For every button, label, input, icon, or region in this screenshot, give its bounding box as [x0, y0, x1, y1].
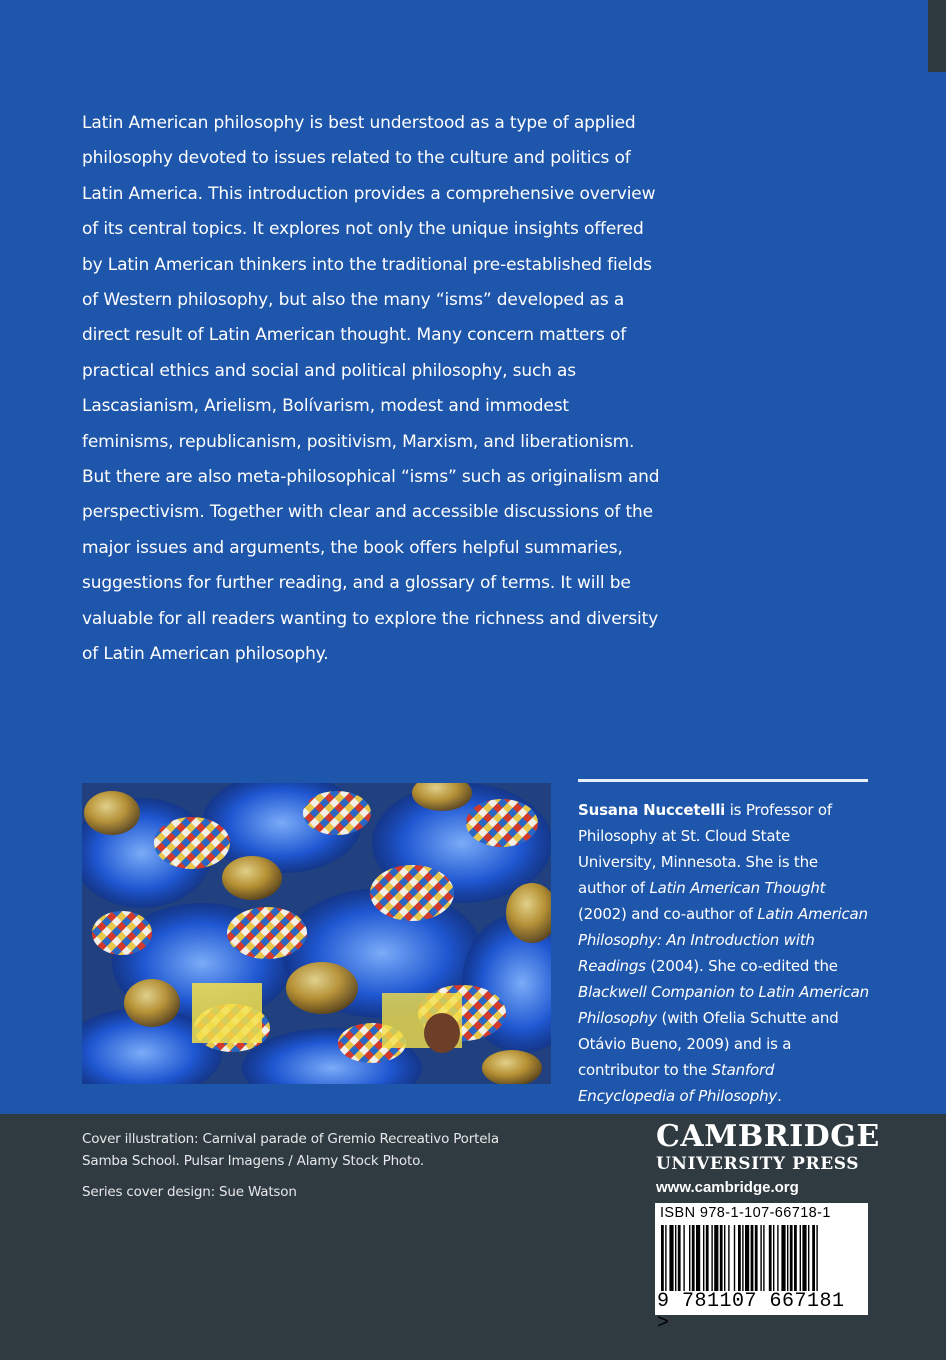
barcode-bar	[794, 1225, 797, 1291]
barcode-bar	[675, 1225, 676, 1291]
edge-tab	[928, 0, 946, 72]
barcode-bar	[787, 1225, 788, 1291]
barcode-bar	[689, 1225, 690, 1291]
author-name: Susana Nuccetelli	[578, 801, 726, 819]
publisher-subtitle: UNIVERSITY PRESS	[656, 1154, 860, 1174]
back-cover-blurb: Latin American philosophy is best understood as a type of applied philosophy devoted to issues related to the culture and politics of Latin America. This introduction provides a comprehensive overview of its central topics. It explores not only the unique insights offered by Latin American thinkers into the traditional pre-established fields of Western philosophy, but also the many “isms” developed as a direct result of Latin American thought. Many concern matters of practical ethics and social and political philosophy, such as Lascasianism, Arielism, Bolívarism, modest and immodest feminisms, republicanism, positivism, Marxism, and liberationism. But there are also meta-philosophical “isms” such as originalism and perspectivism. Together with clear and accessible discussions of the major issues and arguments, the book offers helpful summaries, suggestions for further reading, and a glossary of terms. It will be valuable for all readers wanting to explore the richness and diversity of Latin American philosophy.	[82, 113, 660, 665]
barcode-digits: 9 781107 667181 >	[657, 1290, 845, 1335]
isbn-number: ISBN 978-1-107-66718-1	[660, 1205, 831, 1221]
barcode-bar	[734, 1225, 735, 1291]
book-title: Latin American Thought	[649, 879, 826, 897]
barcode-bar	[703, 1225, 704, 1291]
cover-credit-line: Cover illustration: Carnival parade of Gremio Recreativo Portela	[82, 1131, 499, 1147]
barcode-bar	[669, 1225, 673, 1291]
barcode-bar	[808, 1225, 809, 1291]
barcode-bar	[661, 1225, 664, 1291]
barcode-bar	[760, 1225, 761, 1291]
cover-credit-line: Samba School. Pulsar Imagens / Alamy Stock Photo.	[82, 1153, 424, 1169]
barcode-bar	[738, 1225, 741, 1291]
publisher-logo	[656, 1119, 880, 1199]
barcode-bar	[696, 1225, 700, 1291]
barcode-bar	[816, 1225, 817, 1291]
barcode-bar	[711, 1225, 712, 1291]
barcode-bar	[763, 1225, 764, 1291]
barcode-bar	[720, 1225, 723, 1291]
barcode-bar	[751, 1225, 754, 1291]
cover-illustration-photo	[82, 783, 551, 1084]
author-bio: Susana Nuccetelli is Professor of Philosophy at St. Cloud State University, Minnesota. She is the author of Latin American Thought (2002) and co-author of Latin American Philosophy: An Introduction with Readings (2004). She co-edited the Blackwell Companion to Latin American Philosophy (with Ofelia Schutte and Otávio Bueno, 2009) and is a contributor to the Stanford Encyclopedia of Philosophy.	[578, 801, 869, 1105]
bio-divider	[578, 779, 868, 782]
barcode-bar	[812, 1225, 815, 1291]
barcode-bars	[661, 1225, 861, 1291]
publisher-url: www.cambridge.org	[656, 1179, 799, 1196]
barcode-bar	[800, 1225, 801, 1291]
barcode-bar	[781, 1225, 785, 1291]
barcode-bar	[802, 1225, 806, 1291]
book-title: Blackwell Companion to Latin American Philosophy	[578, 983, 869, 1027]
barcode-bar	[769, 1225, 772, 1291]
barcode-bar	[714, 1225, 718, 1291]
barcode-bar	[706, 1225, 709, 1291]
barcode-bar	[678, 1225, 681, 1291]
barcode-bar	[665, 1225, 666, 1291]
design-credit-line: Series cover design: Sue Watson	[82, 1184, 297, 1200]
publisher-name: CAMBRIDGE	[656, 1119, 880, 1154]
barcode-bar	[728, 1225, 729, 1291]
barcode-bar	[745, 1225, 749, 1291]
barcode-bar	[790, 1225, 793, 1291]
barcode-bar	[742, 1225, 743, 1291]
book-title: Latin American Philosophy: An Introduction with Readings	[578, 905, 868, 975]
barcode-bar	[777, 1225, 778, 1291]
barcode-bar	[683, 1225, 684, 1291]
barcode-bar	[692, 1225, 695, 1291]
barcode-bar	[724, 1225, 725, 1291]
isbn-barcode	[655, 1203, 868, 1335]
barcode-bar	[773, 1225, 774, 1291]
book-title: Stanford Encyclopedia of Philosophy	[578, 1061, 778, 1105]
barcode-bar	[755, 1225, 758, 1291]
